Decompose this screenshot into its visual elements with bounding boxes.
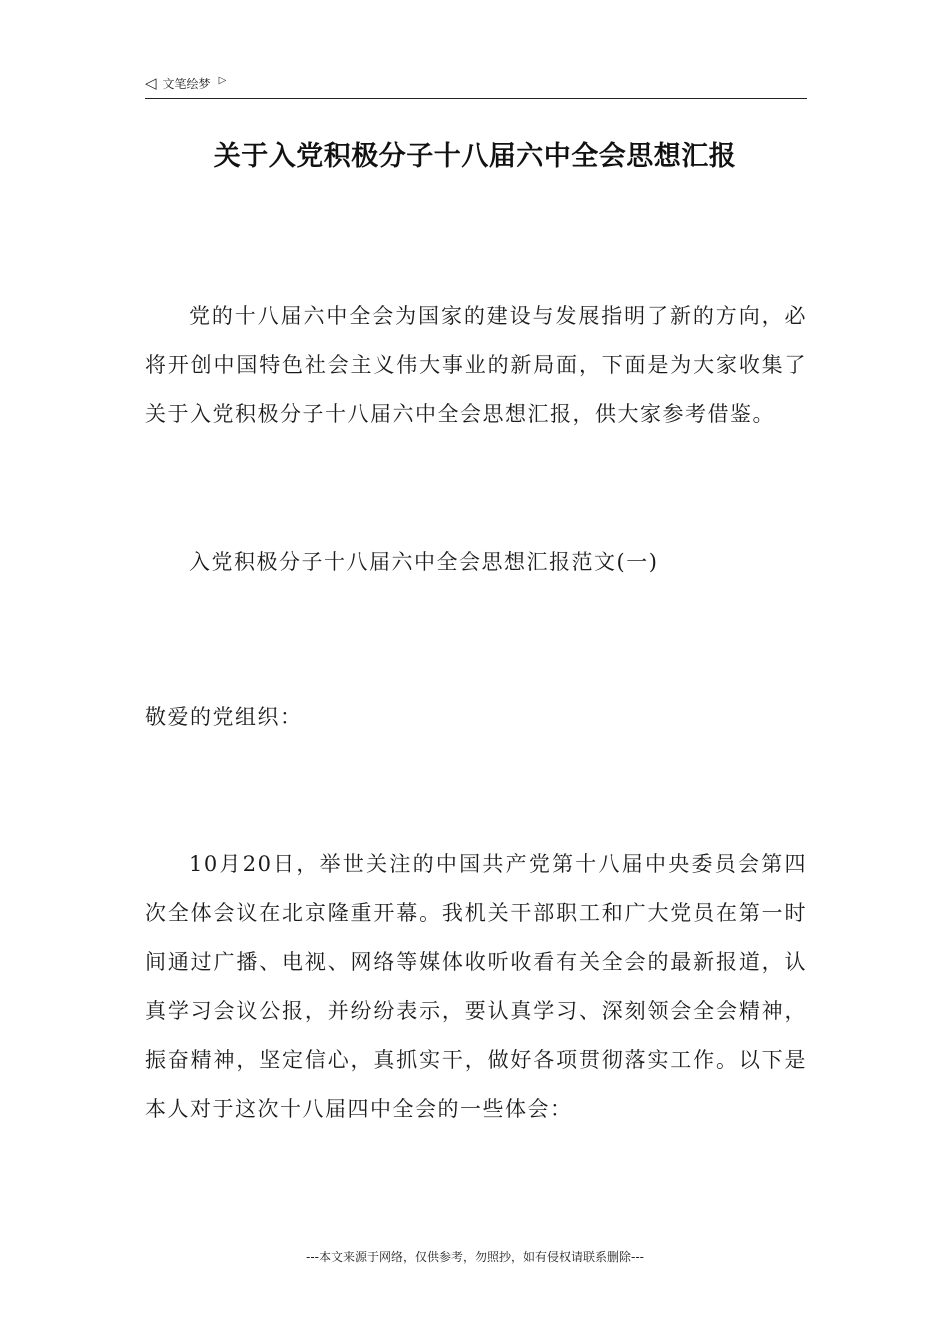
document-title: 关于入党积极分子十八届六中全会思想汇报 <box>213 141 737 172</box>
header-brand <box>145 75 226 92</box>
footer-disclaimer: ---本文来源于网络，仅供参考，勿照抄，如有侵权请联系删除--- <box>306 1250 644 1264</box>
brand-text: 文笔绘梦 <box>162 77 211 91</box>
salutation: 敬爱的党组织： <box>145 705 303 729</box>
triangle-left-icon: ◁ <box>145 74 157 92</box>
intro-paragraph: 党的十八届六中全会为国家的建设与发展指明了新的方向，必将开创中国特色社会主义伟大事业的新局面，下面是为大家收集了关于入党积极分子十八届六中全会思想汇报，供大家参考借鉴。 <box>145 304 807 426</box>
body-paragraph: 10月20日，举世关注的中国共产党第十八届中央委员会第四次全体会议在北京隆重开幕。我机关干部职工和广大党员在第一时间通过广播、电视、网络等媒体收听收看有关全会的最新报道，认真学习会议公报，并纷纷表示，要认真学习、深刻领会全会精神，振奋精神，坚定信心，真抓实干，做好各项贯彻落实工作。以下是本人对于这次十八届四中全会的一些体会： <box>145 852 807 1121</box>
page-header <box>145 72 807 99</box>
section-heading: 入党积极分子十八届六中全会思想汇报范文(一) <box>189 550 659 574</box>
triangle-right-icon: ▷ <box>218 74 227 86</box>
